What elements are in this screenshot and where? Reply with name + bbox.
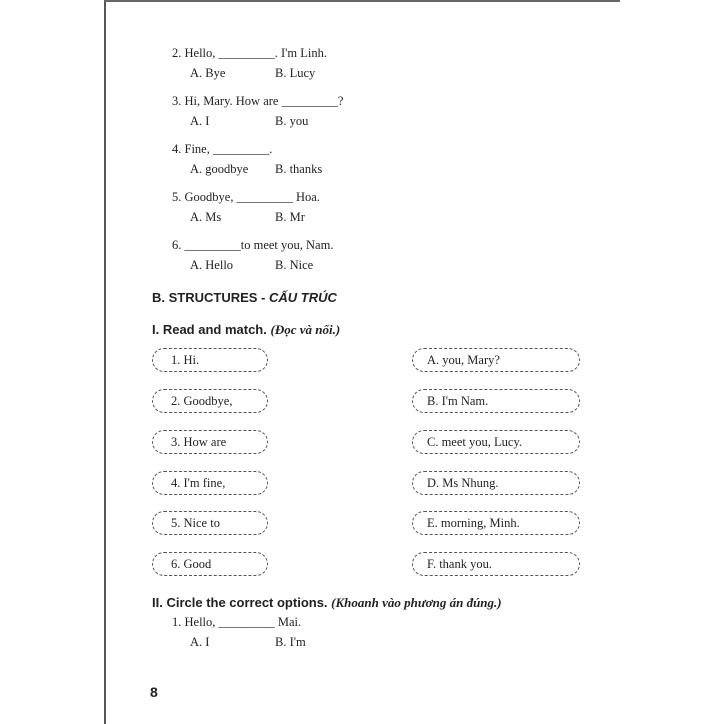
match-right-item[interactable]: E. morning, Minh.: [412, 511, 580, 535]
question-stem: 6. _________to meet you, Nam.: [172, 238, 334, 252]
section-heading-vn: CẤU TRÚC: [269, 290, 337, 305]
question-stem: 4. Fine, _________.: [172, 142, 273, 156]
question-stem: 5. Goodbye, _________ Hoa.: [172, 190, 320, 204]
option-b: B. thanks: [275, 162, 323, 176]
question-stem: 1. Hello, _________ Mai.: [172, 615, 302, 629]
question-stem: 3. Hi, Mary. How are _________?: [172, 94, 344, 108]
part-1-title: I. Read and match.: [152, 322, 271, 337]
option-b: B. Lucy: [275, 66, 316, 80]
option-a: A. goodbye: [190, 162, 249, 176]
option-b: B. you: [275, 114, 309, 128]
match-right-item[interactable]: F. thank you.: [412, 552, 580, 576]
option-a: A. I: [190, 635, 210, 649]
part-2-heading: [152, 595, 502, 611]
option-a: A. Hello: [190, 258, 234, 272]
match-left-item[interactable]: 6. Good: [152, 552, 268, 576]
section-heading: [152, 290, 337, 305]
match-left-item[interactable]: 4. I'm fine,: [152, 471, 268, 495]
match-left-item[interactable]: 2. Goodbye,: [152, 389, 268, 413]
question-stem: 2. Hello, _________. I'm Linh.: [172, 46, 328, 60]
match-right-item[interactable]: B. I'm Nam.: [412, 389, 580, 413]
option-a: A. Bye: [190, 66, 226, 80]
option-b: B. Mr: [275, 210, 305, 224]
match-right-item[interactable]: C. meet you, Lucy.: [412, 430, 580, 454]
part-2-title: II. Circle the correct options.: [152, 595, 332, 610]
section-heading-en: B. STRUCTURES -: [152, 290, 269, 305]
option-b: B. Nice: [275, 258, 314, 272]
match-right-item[interactable]: D. Ms Nhung.: [412, 471, 580, 495]
option-b: B. I'm: [275, 635, 306, 649]
match-right-item[interactable]: A. you, Mary?: [412, 348, 580, 372]
match-left-item[interactable]: 1. Hi.: [152, 348, 268, 372]
option-a: A. Ms: [190, 210, 222, 224]
match-left-item[interactable]: 3. How are: [152, 430, 268, 454]
option-a: A. I: [190, 114, 210, 128]
match-left-item[interactable]: 5. Nice to: [152, 511, 268, 535]
part-1-title-vn: (Đọc và nối.): [270, 322, 341, 337]
page-top-line: [104, 0, 620, 2]
part-2-title-vn: (Khoanh vào phương án đúng.): [331, 595, 502, 610]
page-number: 8: [150, 684, 158, 700]
part-1-heading: [152, 322, 340, 338]
page-edge-line: [104, 0, 106, 724]
